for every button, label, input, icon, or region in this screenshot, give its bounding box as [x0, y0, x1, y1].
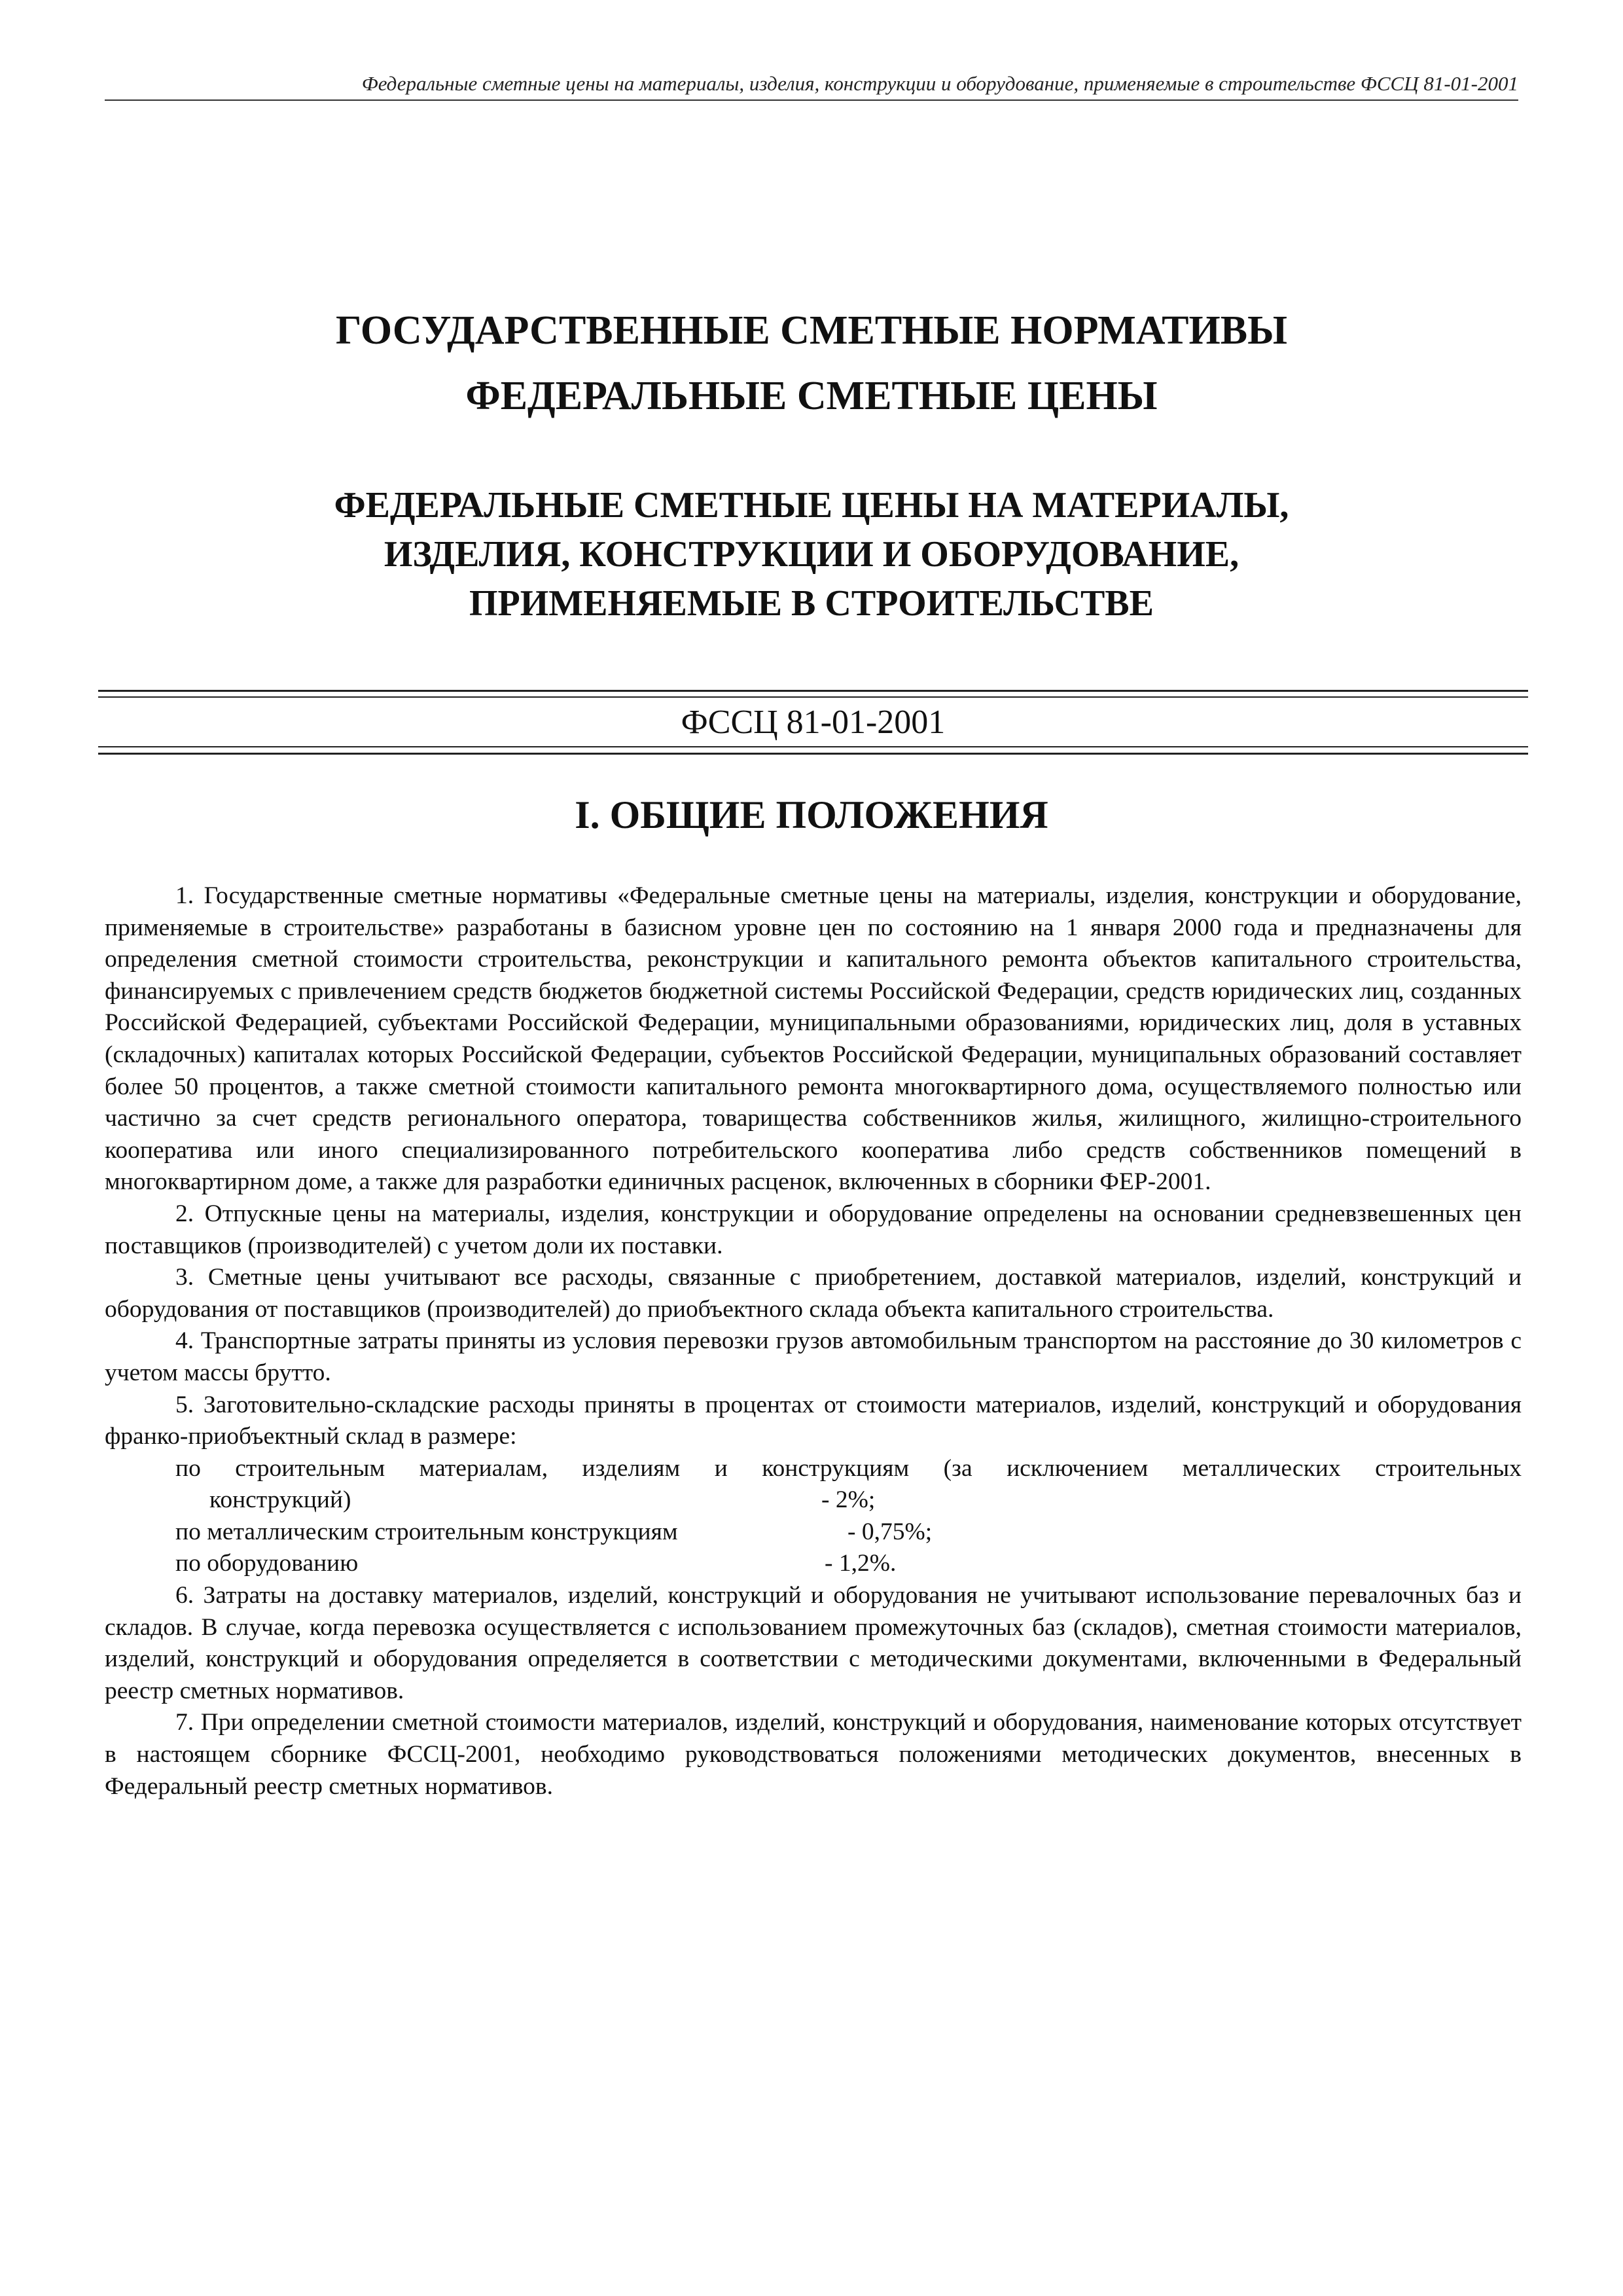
paragraph-2: 2. Отпускные цены на материалы, изделия, конструкции и оборудование определены на основании средневзвешенных цен поставщиков (производителей) с учетом доли их поставки. [105, 1200, 1522, 1259]
running-header: Федеральные сметные цены на материалы, изделия, конструкции и оборудование, применяемые в строительстве ФССЦ 81-01-2001 [361, 72, 1518, 95]
paragraph-6: 6. Затраты на доставку материалов, изделий, конструкций и оборудования не учитывают использование перевалочных баз и складов. В случае, когда перевозка осуществляется с использованием промежуточных баз (складов), сметная стоимости материалов, изделий, конструкций и оборудования определяется в соответствии с методическими документами, включенными в Федеральный реестр сметных нормативов. [105, 1582, 1522, 1704]
subtitle-line-3: ПРИМЕНЯЕМЫЕ В СТРОИТЕЛЬСТВЕ [469, 583, 1154, 624]
paragraph-1: 1. Государственные сметные нормативы «Федеральные сметные цены на материалы, изделия, конструкции и оборудование, применяемые в строительстве» разработаны в базисном уровне цен по состоянию на 1 января 2000 года и предназначены для определения сметной стоимости строительства, реконструкции и капитального ремонта объектов капитального строительства, финансируемых с привлечением средств бюджетов бюджетной системы Российской Федерации, средств юридических лиц, созданных Российской Федерацией, субъектами Российской Федерации, муниципальными образованиями, юридических лиц, доля в уставных (складочных) капиталах которых Российской Федерации, субъектов Российской Федерации, муниципальных образований составляет более 50 процентов, а также сметной стоимости капитального ремонта многоквартирного дома, осуществляемого полностью или частично за счет средств регионального оператора, товарищества собственников жилья, жилищного, жилищно-строительного кооператива или иного специализированного потребительского кооператива либо средств собственников помещений в многоквартирном доме, а также для разработки единичных расценок, включенных в сборники ФЕР-2001. [105, 882, 1522, 1196]
section-title: I. ОБЩИЕ ПОЛОЖЕНИЯ [575, 793, 1048, 836]
header-rule [105, 99, 1518, 101]
rate-metal-structures [105, 1516, 1522, 1549]
paragraph-3: 3. Сметные цены учитывают все расходы, связанные с приобретением, доставкой материалов, изделий, конструкций и оборудования от поставщиков (производителей) до приобъектного склада объекта капитального строительства. [105, 1264, 1522, 1323]
document-title-line-1: ГОСУДАРСТВЕННЫЕ СМЕТНЫЕ НОРМАТИВЫ [336, 308, 1287, 353]
rate-building-materials-cont [105, 1484, 1522, 1516]
document-subtitle [105, 481, 1518, 628]
subtitle-line-2: ИЗДЕЛИЯ, КОНСТРУКЦИИ И ОБОРУДОВАНИЕ, [383, 534, 1240, 575]
rate-metal-structures-label: по металлическим строительным конструкциям [175, 1518, 678, 1545]
code-rule-top-inner [98, 696, 1528, 698]
code-rule-bottom [98, 753, 1528, 755]
code-rule-bottom-inner [98, 746, 1528, 747]
rate-equipment-label: по оборудованию [175, 1550, 359, 1577]
rate-equipment-value: - 1,2%. [825, 1550, 897, 1577]
document-title-line-2: ФЕДЕРАЛЬНЫЕ СМЕТНЫЕ ЦЕНЫ [465, 374, 1158, 418]
rate-building-materials: по строительным материалам, изделиям и конструкциям (за исключением металлических строительных [175, 1454, 1522, 1482]
code-rule-top [98, 690, 1528, 692]
paragraph-7: 7. При определении сметной стоимости материалов, изделий, конструкций и оборудования, наименование которых отсутствует в настоящем сборнике ФССЦ-2001, необходимо руководствоваться положениями методических документов, внесенных в Федеральный реестр сметных нормативов. [105, 1709, 1522, 1800]
body-text [105, 880, 1522, 1803]
document-code: ФССЦ 81-01-2001 [681, 704, 946, 741]
rate-metal-structures-value: - 0,75%; [847, 1518, 933, 1545]
paragraph-4: 4. Транспортные затраты приняты из условия перевозки грузов автомобильным транспортом на расстояние до 30 километров с учетом массы брутто. [105, 1327, 1522, 1386]
subtitle-line-1: ФЕДЕРАЛЬНЫЕ СМЕТНЫЕ ЦЕНЫ НА МАТЕРИАЛЫ, [334, 485, 1289, 526]
rate-building-materials-value: - 2%; [821, 1486, 876, 1514]
paragraph-5: 5. Заготовительно-складские расходы приняты в процентах от стоимости материалов, изделий, конструкций и оборудования франко-приобъектный склад в размере: [105, 1391, 1522, 1450]
rate-equipment [105, 1548, 1522, 1580]
rate-building-materials-label-2: конструкций) [209, 1486, 351, 1514]
